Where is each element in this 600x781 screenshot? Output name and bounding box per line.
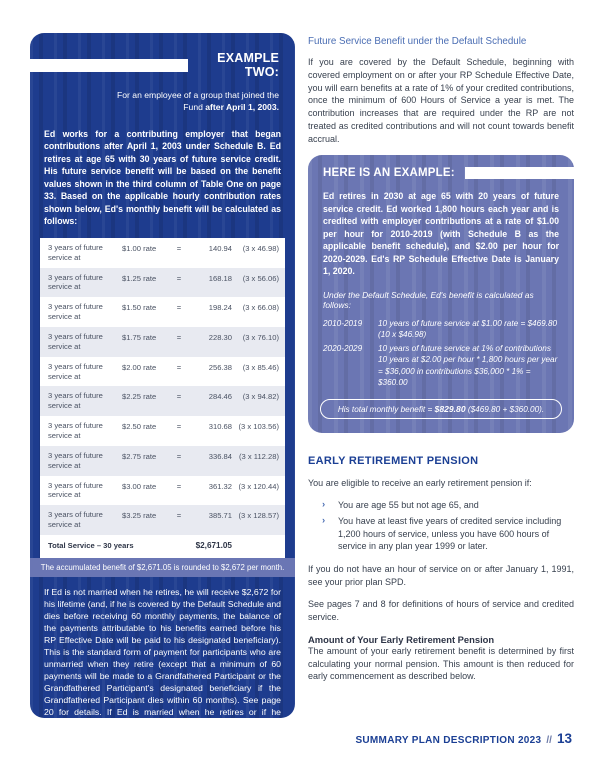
row-service-label: 3 years of future service at [48, 450, 103, 470]
benefit-schedule [308, 318, 574, 389]
row-rate: $1.00 rate [122, 243, 157, 253]
page-footer [355, 731, 572, 746]
row-service-label: 3 years of future service at [48, 242, 103, 262]
row-amount: 168.18 [208, 273, 232, 283]
chevron-bullet-icon: › [322, 499, 326, 511]
table-total-row [40, 535, 285, 558]
intro-text: For an employee of a group that joined the Fund [117, 90, 279, 113]
row-amount: 198.24 [208, 303, 232, 313]
example-two-header [30, 51, 295, 79]
table-row [40, 505, 285, 535]
row-service-label: 3 years of future service at [48, 272, 103, 292]
total-amount: $2,671.05 [195, 540, 232, 550]
schedule-years: 2010-2019 [323, 318, 363, 328]
equals-sign: = [176, 451, 182, 461]
eligibility-bullet-list [322, 499, 574, 552]
row-calculation: (3 x 112.28) [239, 451, 279, 461]
equals-sign: = [176, 332, 182, 342]
footer-page-number: 13 [556, 731, 572, 746]
row-rate: $1.25 rate [122, 273, 157, 283]
row-service-label: 3 years of future service at [48, 480, 103, 500]
bullet-item [322, 499, 574, 512]
total-benefit-pill [320, 399, 562, 419]
row-calculation: (3 x 94.82) [242, 392, 279, 402]
row-calculation: (3 x 76.10) [242, 332, 279, 342]
table-row [40, 386, 285, 416]
total-label: Total Service – 30 years [48, 540, 134, 550]
row-amount: 228.30 [208, 332, 232, 342]
row-rate: $1.75 rate [122, 332, 157, 342]
row-amount: 284.46 [208, 392, 232, 402]
scenario-paragraph: Ed works for a contributing employer that began contributions after April 1, 2003 under Schedule B. Ed retires at age 65 with 30 years of future service credit. His future service benefit will be based on the benefit values shown in the third column of Table One on page 33. Based on the applicable hourly contribution rates shown below, Ed's monthly benefit will be calculated as follows: [44, 128, 281, 227]
payment-details-paragraph: If Ed is not married when he retires, he will receive $2,672 for his lifetime (and, if he is covered by the Default Schedule and dies before receiving 60 monthly payments, the balance of the payments attributable to his benefits earned before his RP Effective Date will be paid to his designated beneficiary). This is the standard form of payment for participants who are unmarried when they retire (except that a minimum of 60 payments will be made to a Grandfathered Participant or the Grandfathered Participant's designated beneficiary if the Grandfathered Participant dies within 60 months). See page 20 for details. If Ed is married when he retires or if he chooses some other form of payment, his benefit amount may be different – for example, it may be reduced to provide for survivor benefits. See page 19 for details about the standard form of payment for married participants. [44, 587, 281, 766]
example-two-box [30, 33, 295, 766]
footer-title: SUMMARY PLAN DESCRIPTION 2023 [355, 735, 542, 746]
table-row [40, 446, 285, 476]
table-rows [40, 238, 285, 535]
row-amount: 336.84 [208, 451, 232, 461]
footer-separator: // [546, 735, 552, 746]
amount-subheading: Amount of Your Early Retirement Pension [308, 633, 495, 645]
row-service-label: 3 years of future service at [48, 510, 103, 530]
table-row [40, 238, 285, 268]
bullet-item [322, 515, 574, 553]
row-amount: 310.68 [208, 422, 232, 432]
row-amount: 140.94 [208, 243, 232, 253]
row-rate: $2.50 rate [122, 422, 157, 432]
equals-sign: = [176, 243, 182, 253]
schedule-row [323, 318, 559, 341]
row-amount: 385.71 [208, 511, 232, 521]
example-box-title: HERE IS AN EXAMPLE: [323, 167, 455, 180]
equals-sign: = [176, 362, 182, 372]
header-accent-bar [30, 59, 188, 72]
table-row [40, 416, 285, 446]
right-column [308, 36, 574, 693]
row-calculation: (3 x 56.06) [242, 273, 279, 283]
row-service-label: 3 years of future service at [48, 391, 103, 411]
row-service-label: 3 years of future service at [48, 302, 103, 322]
equals-sign: = [176, 481, 182, 491]
future-service-paragraph: If you are covered by the Default Schedule, beginning with covered employment on or after your RP Schedule Effective Date, you will earn benefits at a rate of 1% of your credited contributions, once the minimum of 600 Hours of Service a year is met. The contribution increases that are required under the RP are not treated as credited contributions and will not count towards benefit accrual. [308, 57, 574, 144]
table-row [40, 327, 285, 357]
row-calculation: (3 x 85.46) [242, 362, 279, 372]
row-service-label: 3 years of future service at [48, 421, 103, 440]
schedule-years: 2020-2029 [323, 343, 363, 353]
row-amount: 361.32 [208, 481, 232, 491]
row-rate: $3.25 rate [122, 511, 157, 521]
definitions-paragraph: See pages 7 and 8 for definitions of hours of service and credited service. [308, 599, 574, 623]
example-header-bar [465, 167, 574, 179]
row-rate: $2.00 rate [122, 362, 157, 372]
table-row [40, 297, 285, 327]
row-calculation: (3 x 120.44) [238, 481, 279, 491]
row-calculation: (3 x 103.56) [238, 422, 279, 432]
here-is-example-box [308, 155, 574, 432]
chevron-bullet-icon: › [322, 515, 326, 527]
row-rate: $3.00 rate [122, 481, 157, 491]
equals-sign: = [176, 392, 182, 402]
equals-sign: = [176, 511, 182, 521]
example-two-title: EXAMPLE TWO: [217, 51, 279, 79]
table-row [40, 357, 285, 387]
bullet-text: You have at least five years of credited service including 1,200 hours of service, unless you have 600 hours of service in any plan year 1999 or later. [338, 516, 562, 552]
row-calculation: (3 x 46.98) [242, 243, 279, 253]
pill-amount: $829.80 [434, 403, 466, 414]
schedule-row [323, 343, 559, 389]
benefit-calculation-table [40, 238, 285, 558]
example-paragraph: Ed retires in 2030 at age 65 with 20 years of future service credit. Ed worked 1,800 hours each year and is credited with employer contributions at a rate of $1.00 per hour for 2010-2019 (with Schedule B as the applicable benefit schedule), and $2.00 per hour for 2020-2029. Ed's RP Schedule Effective Date is January 1, 2020. [323, 191, 559, 277]
pill-prefix: His total monthly benefit = [337, 404, 435, 414]
prior-plan-paragraph: If you do not have an hour of service on or after January 1, 1991, see your prior plan SPD. [308, 563, 574, 587]
row-service-label: 3 years of future service at [48, 331, 103, 351]
example-box-header [308, 167, 574, 179]
row-service-label: 3 years of future service at [48, 361, 103, 381]
future-service-heading: Future Service Benefit under the Default Schedule [308, 36, 527, 47]
example-intro-line: Under the Default Schedule, Ed's benefit is calculated as follows: [323, 289, 534, 310]
row-rate: $2.25 rate [122, 392, 157, 402]
intro-bold-text: after April 1, 2003. [205, 102, 279, 113]
row-calculation: (3 x 66.08) [242, 303, 279, 313]
eligibility-intro: You are eligible to receive an early retirement pension if: [308, 477, 532, 488]
row-calculation: (3 x 128.57) [238, 511, 279, 521]
schedule-text: 10 years of future service at 1% of contributions 10 years at $2.00 per hour * 1,800 hours per year = $36,000 in contributions $36,000 * 1% = $360.00 [378, 343, 558, 388]
row-amount: 256.38 [208, 362, 232, 372]
equals-sign: = [176, 422, 182, 432]
schedule-text: 10 years of future service at $1.00 rate = $469.80 (10 x $46.98) [378, 318, 558, 340]
table-row [40, 268, 285, 298]
example-two-intro [30, 89, 295, 114]
table-row [40, 476, 285, 506]
equals-sign: = [176, 303, 182, 313]
row-rate: $1.50 rate [122, 303, 157, 313]
bullet-text: You are age 55 but not age 65, and [338, 500, 479, 511]
pill-suffix: ($469.80 + $360.00). [465, 404, 545, 414]
rounding-note-band: The accumulated benefit of $2,671.05 is rounded to $2,672 per month. [30, 558, 295, 577]
early-retirement-heading: EARLY RETIREMENT PENSION [308, 454, 479, 467]
row-rate: $2.75 rate [122, 451, 157, 461]
equals-sign: = [176, 273, 182, 283]
amount-paragraph: The amount of your early retirement benefit is determined by first calculating your normal pension. This amount is then reduced for early commencement as described below. [308, 645, 574, 682]
